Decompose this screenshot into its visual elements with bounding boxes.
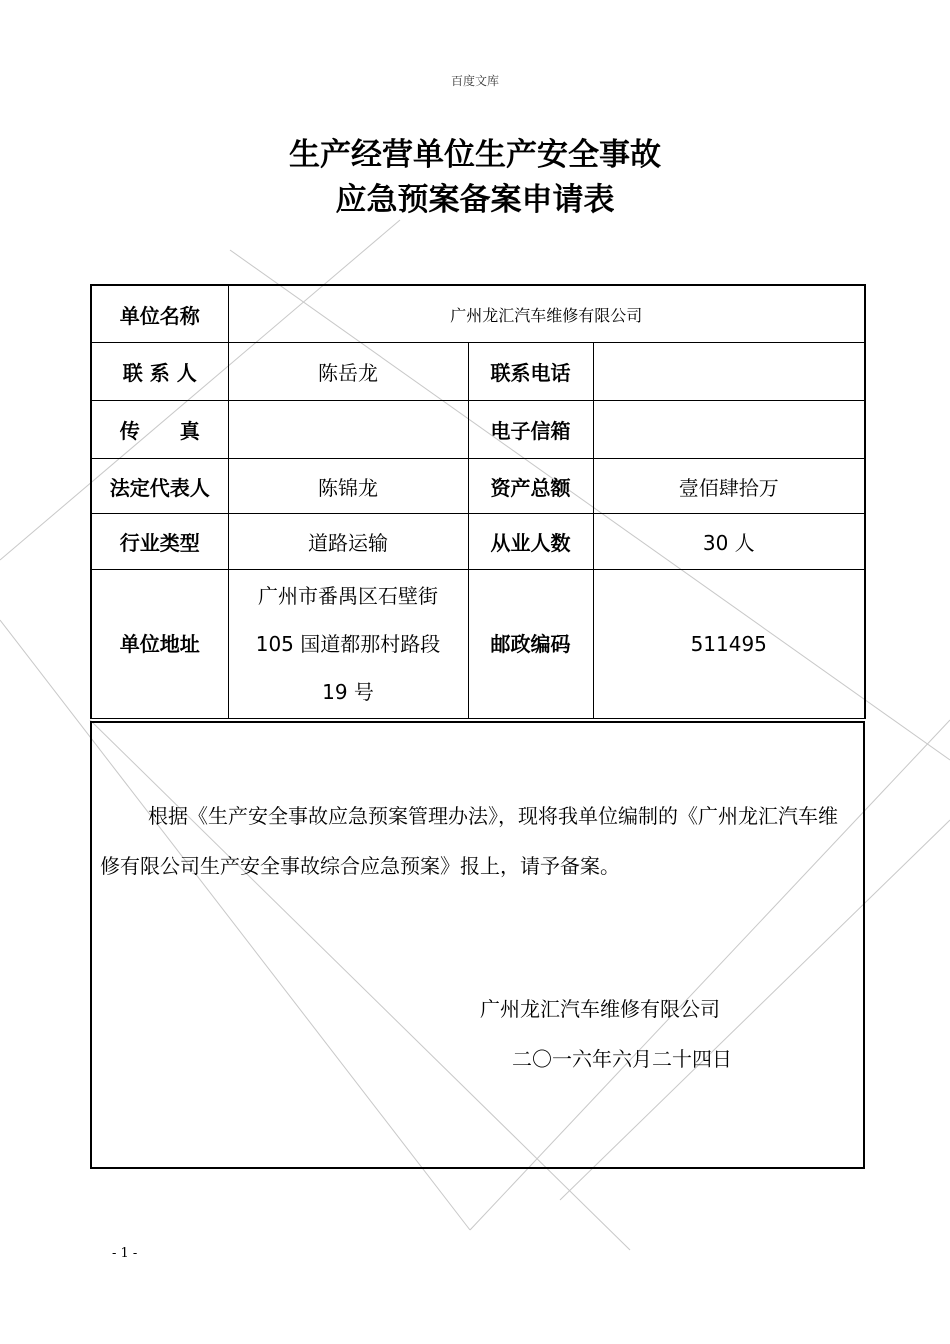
industry-value: 道路运输 <box>228 514 468 570</box>
signature-company: 广州龙汇汽车维修有限公司 <box>480 997 720 1021</box>
application-form-table <box>90 284 866 719</box>
postcode-label: 邮政编码 <box>468 570 593 719</box>
address-value <box>228 570 468 719</box>
form-row-unit-name <box>91 285 865 343</box>
fax-value <box>228 401 468 459</box>
postcode-value: 511495 <box>593 570 865 719</box>
email-value <box>593 401 865 459</box>
phone-value <box>593 343 865 401</box>
contact-value: 陈岳龙 <box>228 343 468 401</box>
address-line-2: 105 国道都那村路段 <box>255 632 441 656</box>
phone-label: 联系电话 <box>468 343 593 401</box>
legal-rep-label: 法定代表人 <box>91 459 228 514</box>
contact-label: 联 系 人 <box>91 343 228 401</box>
title-line-2: 应急预案备案申请表 <box>335 182 615 218</box>
industry-label: 行业类型 <box>91 514 228 570</box>
title-line-1: 生产经营单位生产安全事故 <box>289 137 661 173</box>
employees-label: 从业人数 <box>468 514 593 570</box>
form-row-fax <box>91 401 865 459</box>
signature-date: 二〇一六年六月二十四日 <box>512 1047 732 1071</box>
form-row-contact <box>91 343 865 401</box>
assets-label: 资产总额 <box>468 459 593 514</box>
address-label: 单位地址 <box>91 570 228 719</box>
address-line-1: 广州市番禺区石壁街 <box>258 584 438 608</box>
unit-name-label: 单位名称 <box>91 285 228 343</box>
page-number: - 1 - <box>112 1246 138 1261</box>
form-row-industry <box>91 514 865 570</box>
email-label: 电子信箱 <box>468 401 593 459</box>
header-watermark-text: 百度文库 <box>450 74 499 88</box>
unit-name-value: 广州龙汇汽车维修有限公司 <box>228 285 865 343</box>
assets-value: 壹佰肆拾万 <box>593 459 865 514</box>
address-line-3: 19 号 <box>322 680 374 704</box>
fax-label: 传 真 <box>91 401 228 459</box>
form-row-legal-rep <box>91 459 865 514</box>
statement-section <box>90 721 865 1169</box>
statement-text: 根据《生产安全事故应急预案管理办法》，现将我单位编制的《广州龙汇汽车维修有限公司生产安全事故综合应急预案》报上，请予备案。 <box>100 804 838 878</box>
employees-value: 30 人 <box>593 514 865 570</box>
form-row-address <box>91 570 865 719</box>
document-title <box>0 133 950 223</box>
legal-rep-value: 陈锦龙 <box>228 459 468 514</box>
